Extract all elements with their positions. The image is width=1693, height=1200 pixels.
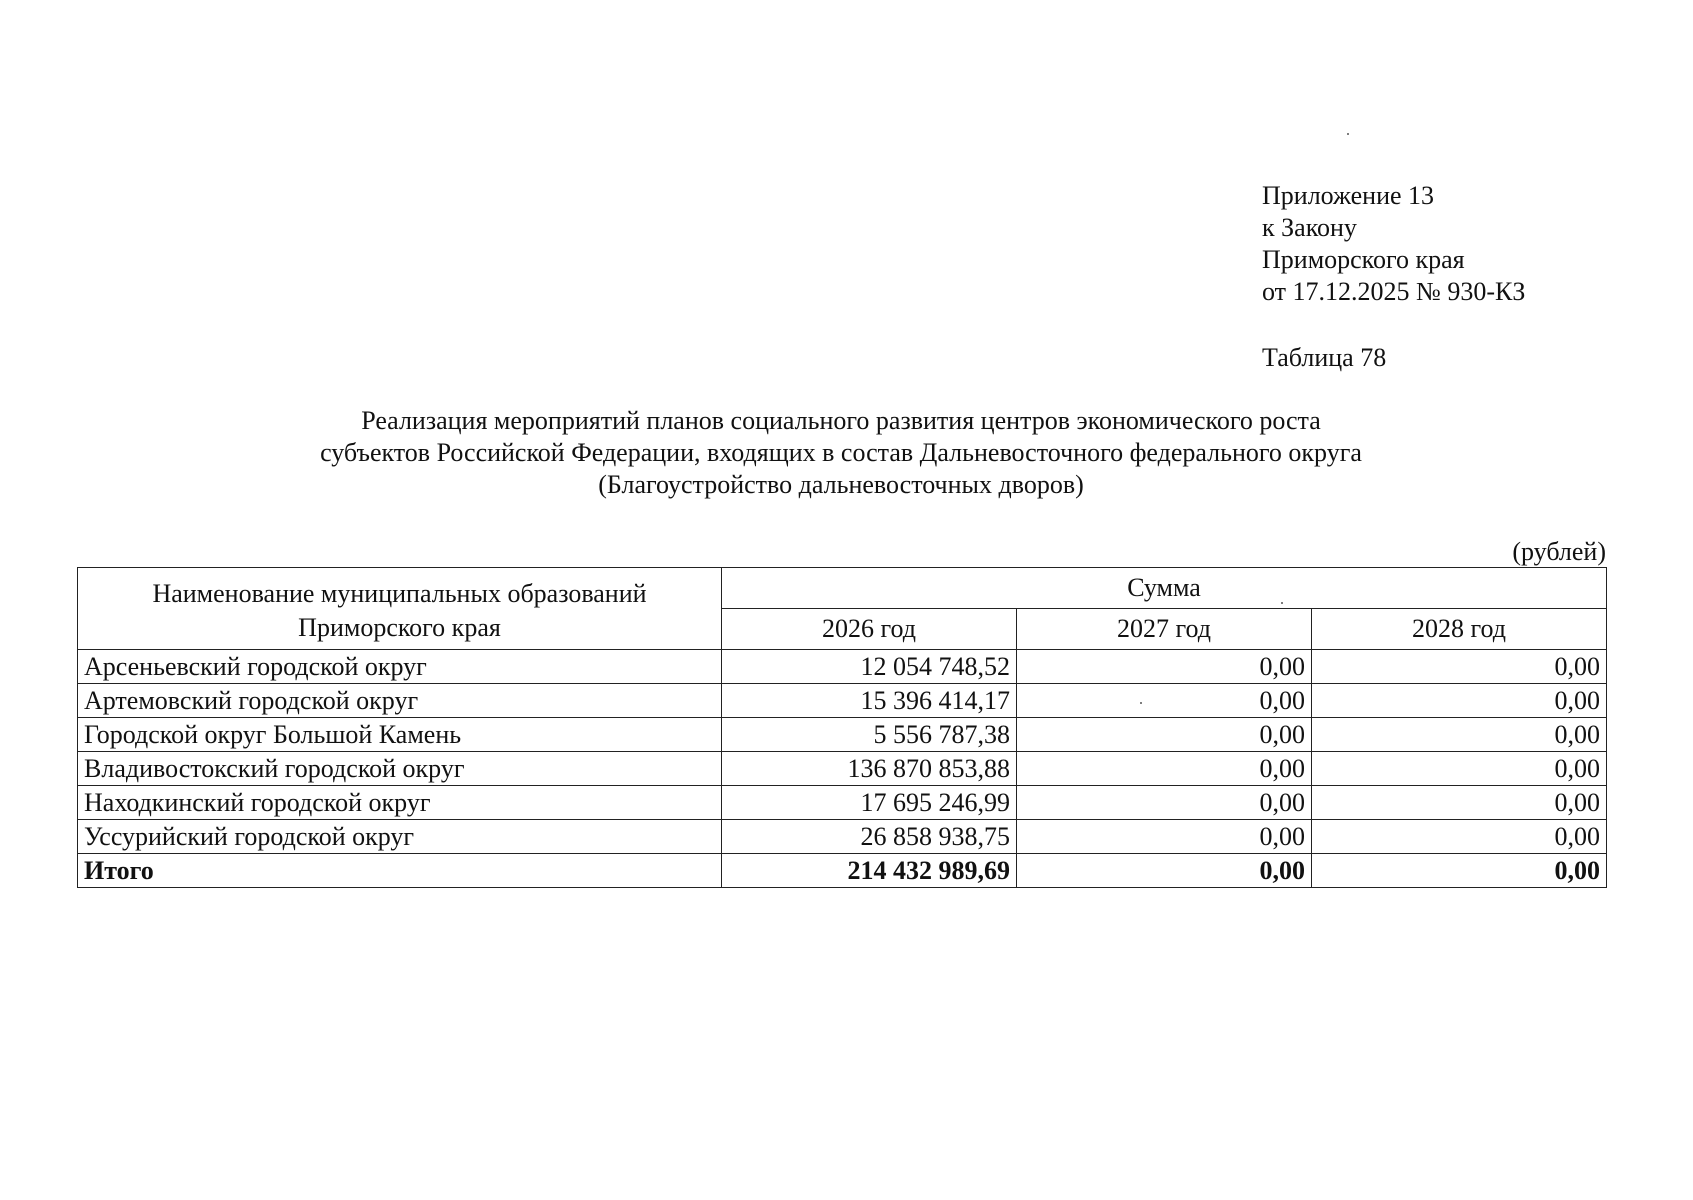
amount-2027: 0,00	[1017, 718, 1312, 752]
amount-2026: 136 870 853,88	[722, 752, 1017, 786]
amount-2027: 0,00	[1017, 820, 1312, 854]
municipality-name: Уссурийский городской округ	[78, 820, 722, 854]
municipality-name: Городской округ Большой Камень	[78, 718, 722, 752]
table-row	[78, 786, 1607, 820]
header-year-2028: 2028 год	[1312, 609, 1607, 650]
municipality-name: Находкинский городской округ	[78, 786, 722, 820]
total-label: Итого	[78, 854, 722, 888]
header-municipality-label: Наименование муниципальных образований Приморского края	[152, 578, 647, 642]
table-row	[78, 820, 1607, 854]
units-label: (рублей)	[1512, 537, 1606, 566]
scan-speck	[1347, 133, 1349, 135]
total-2028: 0,00	[1312, 854, 1607, 888]
municipality-name: Артемовский городской округ	[78, 684, 722, 718]
amount-2028: 0,00	[1312, 650, 1607, 684]
table-number: Таблица 78	[1262, 343, 1387, 372]
amount-2026: 26 858 938,75	[722, 820, 1017, 854]
scan-speck	[1140, 702, 1142, 704]
header-sum: Сумма	[722, 568, 1607, 609]
header-municipality	[78, 568, 722, 650]
table-row	[78, 684, 1607, 718]
amount-2028: 0,00	[1312, 786, 1607, 820]
table-row	[78, 718, 1607, 752]
appendix-line: Приложение 13	[1262, 181, 1435, 210]
table-row	[78, 650, 1607, 684]
header-year-2027: 2027 год	[1017, 609, 1312, 650]
appendix-line: к Закону	[1262, 213, 1357, 242]
amount-2027: 0,00	[1017, 752, 1312, 786]
amount-2027: 0,00	[1017, 650, 1312, 684]
total-2027: 0,00	[1017, 854, 1312, 888]
total-2026: 214 432 989,69	[722, 854, 1017, 888]
amount-2026: 12 054 748,52	[722, 650, 1017, 684]
amount-2026: 15 396 414,17	[722, 684, 1017, 718]
amount-2028: 0,00	[1312, 752, 1607, 786]
funding-table	[77, 567, 1607, 888]
title-line: (Благоустройство дальневосточных дворов)	[598, 470, 1084, 499]
amount-2028: 0,00	[1312, 820, 1607, 854]
appendix-line: от 17.12.2025 № 930-КЗ	[1262, 277, 1526, 306]
amount-2026: 17 695 246,99	[722, 786, 1017, 820]
header-year-2026: 2026 год	[722, 609, 1017, 650]
amount-2028: 0,00	[1312, 684, 1607, 718]
title-line: субъектов Российской Федерации, входящих в состав Дальневосточного федерального округа	[320, 438, 1362, 467]
amount-2027: 0,00	[1017, 786, 1312, 820]
table-header-row	[78, 568, 1607, 609]
municipality-name: Владивостокский городской округ	[78, 752, 722, 786]
title-line: Реализация мероприятий планов социального развития центров экономического роста	[361, 406, 1321, 435]
amount-2026: 5 556 787,38	[722, 718, 1017, 752]
municipality-name: Арсеньевский городской округ	[78, 650, 722, 684]
document-title	[78, 405, 1604, 501]
amount-2027: 0,00	[1017, 684, 1312, 718]
appendix-line: Приморского края	[1262, 245, 1465, 274]
appendix-reference	[1262, 180, 1525, 308]
table-row	[78, 752, 1607, 786]
scan-speck	[1281, 602, 1283, 604]
amount-2028: 0,00	[1312, 718, 1607, 752]
table-total-row	[78, 854, 1607, 888]
